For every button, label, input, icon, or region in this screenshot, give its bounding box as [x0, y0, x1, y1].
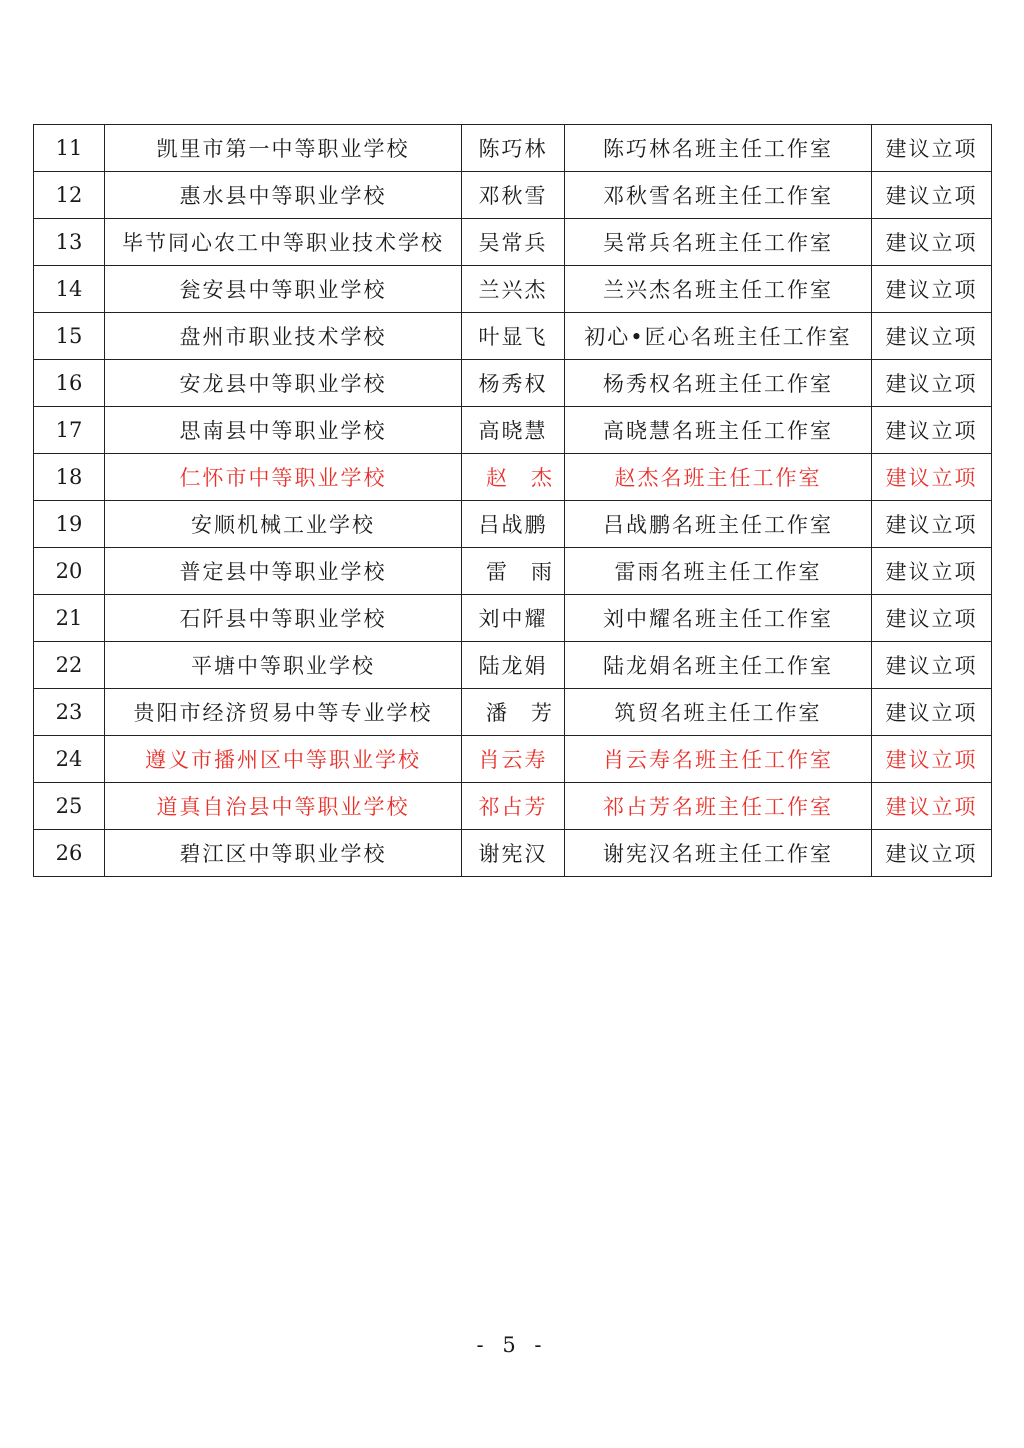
row-number: 24	[34, 736, 105, 783]
studio-name-cell: 邓秋雪名班主任工作室	[565, 172, 872, 219]
table-row	[34, 219, 992, 266]
result-cell: 建议立项	[872, 172, 992, 219]
table-row	[34, 595, 992, 642]
row-number: 22	[34, 642, 105, 689]
school-cell: 毕节同心农工中等职业技术学校	[105, 219, 462, 266]
teacher-name-cell: 肖云寿	[462, 736, 565, 783]
table-row	[34, 783, 992, 830]
row-number: 11	[34, 125, 105, 172]
school-cell: 石阡县中等职业学校	[105, 595, 462, 642]
teacher-name-cell: 兰兴杰	[462, 266, 565, 313]
table-row	[34, 172, 992, 219]
result-cell: 建议立项	[872, 454, 992, 501]
row-number: 13	[34, 219, 105, 266]
row-number: 21	[34, 595, 105, 642]
school-cell: 平塘中等职业学校	[105, 642, 462, 689]
result-cell: 建议立项	[872, 407, 992, 454]
table-row	[34, 360, 992, 407]
teacher-name-cell: 陆龙娟	[462, 642, 565, 689]
table-row	[34, 501, 992, 548]
studio-name-cell: 雷雨名班主任工作室	[565, 548, 872, 595]
school-cell: 安顺机械工业学校	[105, 501, 462, 548]
teacher-name-cell: 刘中耀	[462, 595, 565, 642]
school-cell: 碧江区中等职业学校	[105, 830, 462, 877]
studio-list-table	[33, 124, 992, 877]
teacher-name-cell: 高晓慧	[462, 407, 565, 454]
studio-name-cell: 初心•匠心名班主任工作室	[565, 313, 872, 360]
row-number: 25	[34, 783, 105, 830]
teacher-name-cell: 潘芳	[462, 689, 565, 736]
teacher-name-cell: 谢宪汉	[462, 830, 565, 877]
studio-name-cell: 吕战鹏名班主任工作室	[565, 501, 872, 548]
studio-name-cell: 赵杰名班主任工作室	[565, 454, 872, 501]
studio-name-cell: 谢宪汉名班主任工作室	[565, 830, 872, 877]
table-body	[34, 125, 992, 877]
table-row	[34, 736, 992, 783]
row-number: 12	[34, 172, 105, 219]
result-cell: 建议立项	[872, 266, 992, 313]
studio-name-cell: 高晓慧名班主任工作室	[565, 407, 872, 454]
result-cell: 建议立项	[872, 360, 992, 407]
studio-name-cell: 吴常兵名班主任工作室	[565, 219, 872, 266]
table-row	[34, 548, 992, 595]
school-cell: 道真自治县中等职业学校	[105, 783, 462, 830]
school-cell: 普定县中等职业学校	[105, 548, 462, 595]
result-cell: 建议立项	[872, 595, 992, 642]
studio-name-cell: 祁占芳名班主任工作室	[565, 783, 872, 830]
table-row	[34, 125, 992, 172]
school-cell: 安龙县中等职业学校	[105, 360, 462, 407]
studio-name-cell: 陆龙娟名班主任工作室	[565, 642, 872, 689]
result-cell: 建议立项	[872, 783, 992, 830]
teacher-name-cell: 叶显飞	[462, 313, 565, 360]
school-cell: 惠水县中等职业学校	[105, 172, 462, 219]
result-cell: 建议立项	[872, 548, 992, 595]
teacher-name-cell: 杨秀权	[462, 360, 565, 407]
school-cell: 仁怀市中等职业学校	[105, 454, 462, 501]
studio-name-cell: 陈巧林名班主任工作室	[565, 125, 872, 172]
teacher-name-cell: 雷雨	[462, 548, 565, 595]
result-cell: 建议立项	[872, 501, 992, 548]
teacher-name-cell: 祁占芳	[462, 783, 565, 830]
page-number: - 5 -	[476, 1333, 548, 1357]
school-cell: 盘州市职业技术学校	[105, 313, 462, 360]
row-number: 18	[34, 454, 105, 501]
row-number: 17	[34, 407, 105, 454]
table-row	[34, 454, 992, 501]
school-cell: 凯里市第一中等职业学校	[105, 125, 462, 172]
school-cell: 遵义市播州区中等职业学校	[105, 736, 462, 783]
school-cell: 思南县中等职业学校	[105, 407, 462, 454]
teacher-name-cell: 吴常兵	[462, 219, 565, 266]
teacher-name-cell: 陈巧林	[462, 125, 565, 172]
table-row	[34, 407, 992, 454]
studio-name-cell: 筑贸名班主任工作室	[565, 689, 872, 736]
row-number: 15	[34, 313, 105, 360]
teacher-name-cell: 邓秋雪	[462, 172, 565, 219]
studio-name-cell: 兰兴杰名班主任工作室	[565, 266, 872, 313]
result-cell: 建议立项	[872, 689, 992, 736]
table-row	[34, 830, 992, 877]
studio-name-cell: 杨秀权名班主任工作室	[565, 360, 872, 407]
row-number: 16	[34, 360, 105, 407]
teacher-name-cell: 赵杰	[462, 454, 565, 501]
row-number: 14	[34, 266, 105, 313]
result-cell: 建议立项	[872, 313, 992, 360]
result-cell: 建议立项	[872, 830, 992, 877]
row-number: 20	[34, 548, 105, 595]
row-number: 26	[34, 830, 105, 877]
row-number: 23	[34, 689, 105, 736]
table-row	[34, 642, 992, 689]
result-cell: 建议立项	[872, 736, 992, 783]
table-row	[34, 689, 992, 736]
studio-name-cell: 肖云寿名班主任工作室	[565, 736, 872, 783]
result-cell: 建议立项	[872, 125, 992, 172]
result-cell: 建议立项	[872, 219, 992, 266]
school-cell: 贵阳市经济贸易中等专业学校	[105, 689, 462, 736]
table-row	[34, 266, 992, 313]
result-cell: 建议立项	[872, 642, 992, 689]
school-cell: 瓮安县中等职业学校	[105, 266, 462, 313]
row-number: 19	[34, 501, 105, 548]
teacher-name-cell: 吕战鹏	[462, 501, 565, 548]
table-row	[34, 313, 992, 360]
studio-name-cell: 刘中耀名班主任工作室	[565, 595, 872, 642]
